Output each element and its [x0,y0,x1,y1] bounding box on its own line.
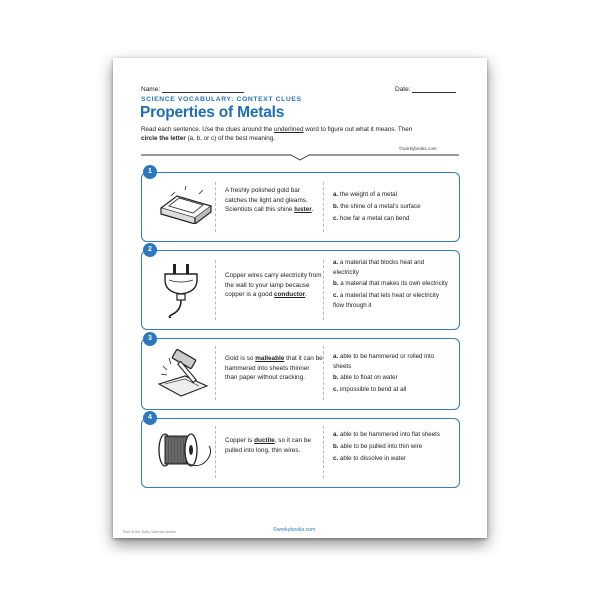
date-line[interactable] [412,85,456,93]
name-field[interactable] [141,85,244,93]
separator [215,346,216,400]
option-c[interactable]: c. a material that lets heat or electricity flow through it [333,292,439,309]
vocab-word: ductile [254,437,275,444]
option-b[interactable]: b. a material that makes its own electricity [333,280,448,288]
vocab-word: luster [294,206,312,214]
separator [215,426,216,478]
option-c[interactable]: c. able to dissolve in water [333,454,406,462]
options-list [333,258,451,313]
separator [323,260,324,320]
gold-bar-icon [155,184,215,224]
question-number-badge: 1 [143,165,157,179]
underlined-word: underlined [274,126,304,133]
instructions: Read each sentence. Use the clues around the underlined word to figure out what it means. Then circle the letter (a, b, or c) of the best meaning. [141,126,413,142]
footer-series: Part of the Daily Science series [123,530,176,534]
vocab-word: malleable [255,355,285,362]
header-divider [141,153,459,161]
sentence: Copper is ductile, so it can be pulled into long, thin wires. [225,437,311,454]
hammer-icon [155,346,211,398]
option-c[interactable]: c. impossible to bend at all [333,386,407,394]
date-label: Date: [395,86,411,93]
kicker: SCIENCE VOCABULARY: CONTEXT CLUES [141,96,302,103]
separator [323,182,324,232]
option-a[interactable]: a. able to be hammered into flat sheets [333,431,440,438]
date-field[interactable] [395,85,456,93]
separator [215,260,216,320]
page-title: Properties of Metals [140,104,285,121]
option-b[interactable]: b. able to float on water [333,374,398,382]
separator [323,346,324,400]
sentence: Copper wires carry electricity from the wall to your lamp because copper is a good conductor. [225,272,322,299]
vocab-word: conductor [274,291,306,299]
name-line[interactable] [162,85,244,93]
separator [215,182,216,232]
option-a[interactable]: a. the weight of a metal [333,191,398,198]
option-a[interactable]: a. a material that blocks heat and electricity [333,259,425,276]
name-label: Name: [141,86,161,93]
option-b[interactable]: b. able to be pulled into thin wire [333,442,423,450]
sentence: A freshly polished gold bar catches the light and gleams. Scientists call this shine luster. [225,187,314,214]
wire-spool-icon [155,428,215,472]
options-list [333,430,453,465]
sentence: Gold is so malleable that it can be hammered into sheets thinner than paper without cracking. [225,355,323,382]
options-list [333,352,453,397]
option-b[interactable]: b. the shine of a metal's surface [333,202,421,210]
option-a[interactable]: a. able to be hammered or rolled into sheets [333,353,435,370]
plug-icon [161,262,201,318]
option-c[interactable]: c. how far a metal can bend [333,214,410,222]
question-number-badge: 3 [143,332,157,346]
options-list [333,190,453,225]
question-number-badge: 2 [143,243,157,257]
worksheet-page [113,58,487,538]
footer-site[interactable]: ©workybooks.com [273,527,316,533]
separator [323,426,324,478]
question-number-badge: 4 [143,411,157,425]
bold-instruction: circle the letter [141,135,186,142]
copyright: ©workybooks.com [399,146,437,151]
